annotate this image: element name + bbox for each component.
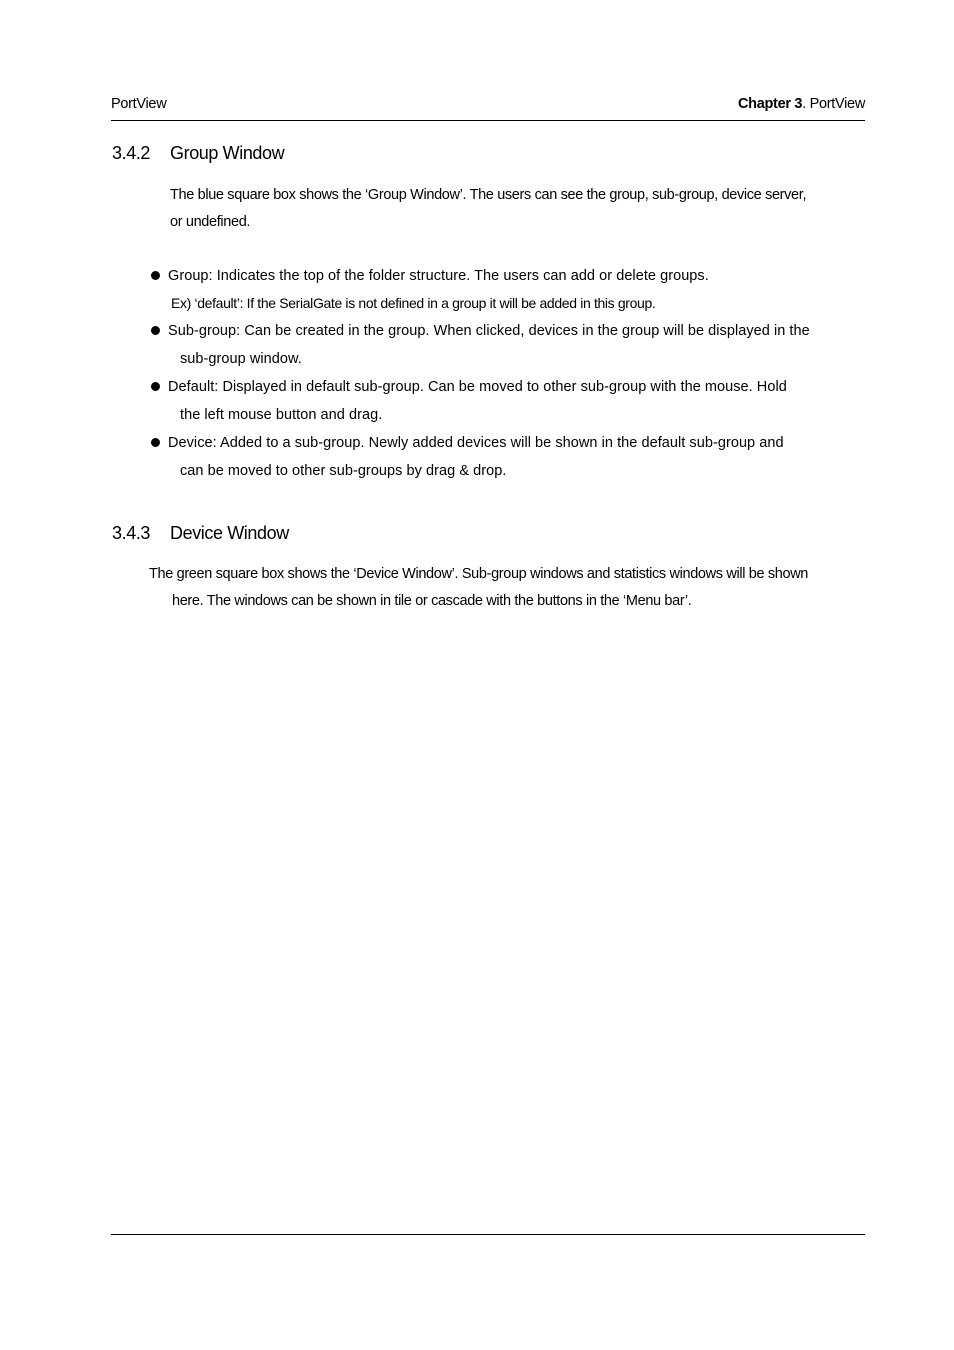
header-chapter-number: Chapter 3 (737, 96, 803, 112)
bullet-text: Device: Added to a sub-group. Newly added devices will be shown in the default sub-group and (168, 435, 784, 451)
page-header (111, 96, 865, 118)
bullet-dot-icon (151, 382, 160, 391)
header-doc-title: PortView (111, 96, 167, 112)
device-window-text (149, 561, 869, 615)
footer-rule (111, 1234, 865, 1235)
group-window-bullet-list (149, 262, 865, 485)
section-number: 3.4.2 (112, 143, 151, 163)
section-number: 3.4.3 (112, 523, 151, 543)
bullet-item-device (149, 429, 865, 485)
section-heading-3-4-2 (112, 143, 284, 164)
bullet-text-continuation: the left mouse button and drag. (180, 407, 383, 423)
bullet-item-sub-group (149, 317, 865, 373)
paragraph-line: or undefined. (170, 214, 251, 230)
bullet-text-continuation: can be moved to other sub-groups by drag & drop. (180, 463, 507, 479)
bullet-dot-icon (151, 326, 160, 335)
bullet-text: Group: Indicates the top of the folder structure. The users can add or delete groups. (168, 268, 709, 284)
bullet-text: Sub-group: Can be created in the group. When clicked, devices in the group will be displayed in the (168, 323, 810, 339)
paragraph-line: here. The windows can be shown in tile or cascade with the buttons in the ‘Menu bar’. (172, 593, 692, 609)
bullet-text: Default: Displayed in default sub-group. Can be moved to other sub-group with the mouse. Hold (168, 379, 787, 395)
group-window-intro (170, 182, 870, 236)
bullet-example: Ex) ‘default’: If the SerialGate is not defined in a group it will be added in this group. (171, 295, 656, 311)
header-chapter-title: . PortView (802, 96, 865, 112)
section-title: Device Window (170, 523, 289, 543)
bullet-item-group (149, 262, 865, 290)
section-heading-3-4-3 (112, 523, 289, 544)
bullet-dot-icon (151, 438, 160, 447)
paragraph-line: The blue square box shows the ‘Group Window’. The users can see the group, sub-group, device server, (170, 187, 807, 203)
header-chapter (738, 96, 865, 112)
bullet-dot-icon (151, 271, 160, 280)
bullet-item-default (149, 373, 865, 429)
header-rule (111, 120, 865, 121)
bullet-text-continuation: sub-group window. (180, 351, 302, 367)
section-title: Group Window (170, 143, 285, 163)
paragraph-line: The green square box shows the ‘Device Window’. Sub-group windows and statistics windows will be shown (149, 566, 809, 582)
